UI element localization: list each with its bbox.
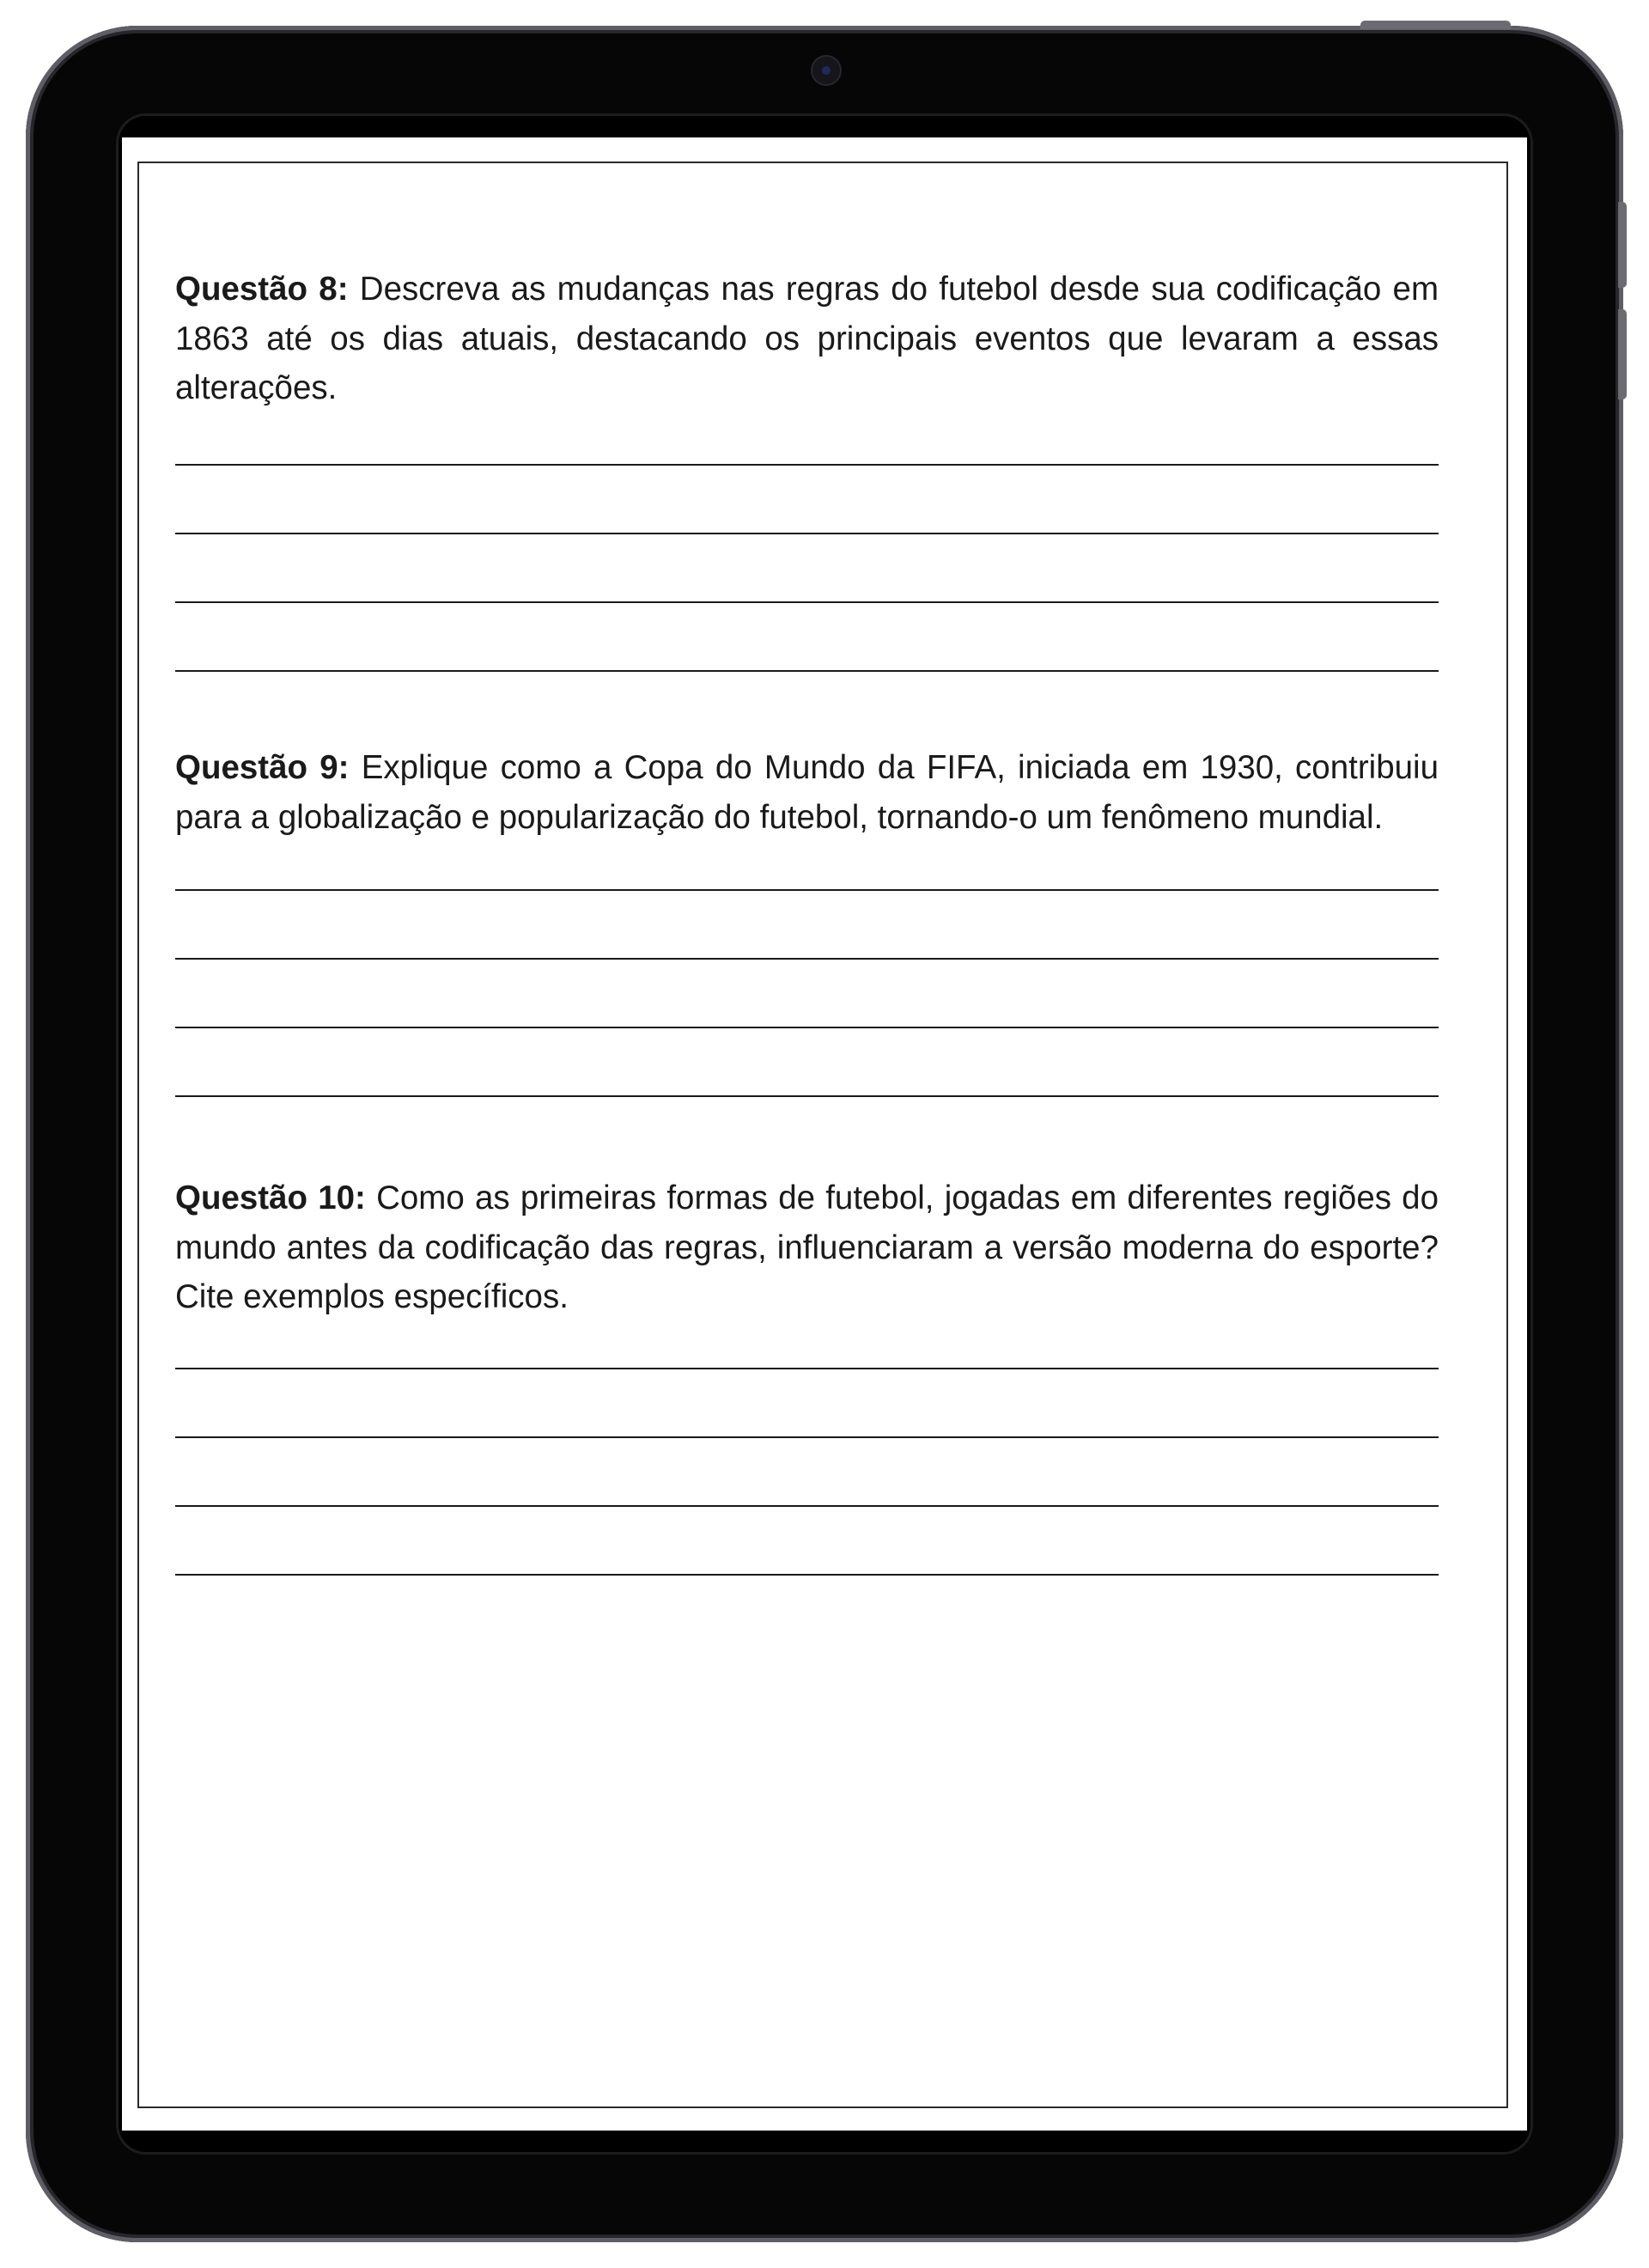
question-10-prompt: Como as primeiras formas de futebol, jogadas em diferentes regiões do mundo antes da codificação das regras, influenciaram a versão moderna do esporte? Cite exemplos específicos. [175, 1180, 1439, 1315]
volume-up-button [1618, 202, 1627, 288]
question-9 [175, 743, 1439, 1097]
answer-line[interactable] [175, 1438, 1439, 1507]
question-9-prompt: Explique como a Copa do Mundo da FIFA, iniciada em 1930, contribuiu para a globalização e popularização do futebol, tornando-o um fenômeno mundial. [175, 749, 1439, 836]
volume-down-button [1618, 309, 1627, 399]
question-10-label: Questão 10: [175, 1180, 366, 1216]
question-10-answer-area[interactable] [175, 1368, 1439, 1576]
question-10 [175, 1174, 1439, 1576]
camera-icon [811, 55, 842, 86]
worksheet-screen [122, 137, 1527, 2131]
question-8-answer-area[interactable] [175, 464, 1439, 672]
question-8-prompt: Descreva as mudanças nas regras do futebol desde sua codificação em 1863 até os dias atuais, destacando os principais eventos que levaram a essas alterações. [175, 271, 1439, 406]
answer-line[interactable] [175, 466, 1439, 534]
answer-line[interactable] [175, 603, 1439, 672]
question-9-label: Questão 9: [175, 749, 350, 786]
question-8-label: Questão 8: [175, 271, 349, 308]
answer-line[interactable] [175, 1369, 1439, 1438]
question-10-text [175, 1174, 1439, 1322]
answer-line[interactable] [175, 960, 1439, 1028]
question-8 [175, 265, 1439, 672]
question-9-text [175, 743, 1439, 842]
answer-line[interactable] [175, 534, 1439, 603]
answer-line[interactable] [175, 891, 1439, 960]
power-button [1360, 21, 1511, 29]
answer-line[interactable] [175, 1507, 1439, 1576]
answer-line[interactable] [175, 1028, 1439, 1097]
camera-lens [822, 66, 831, 75]
question-9-answer-area[interactable] [175, 889, 1439, 1097]
question-8-text [175, 265, 1439, 413]
